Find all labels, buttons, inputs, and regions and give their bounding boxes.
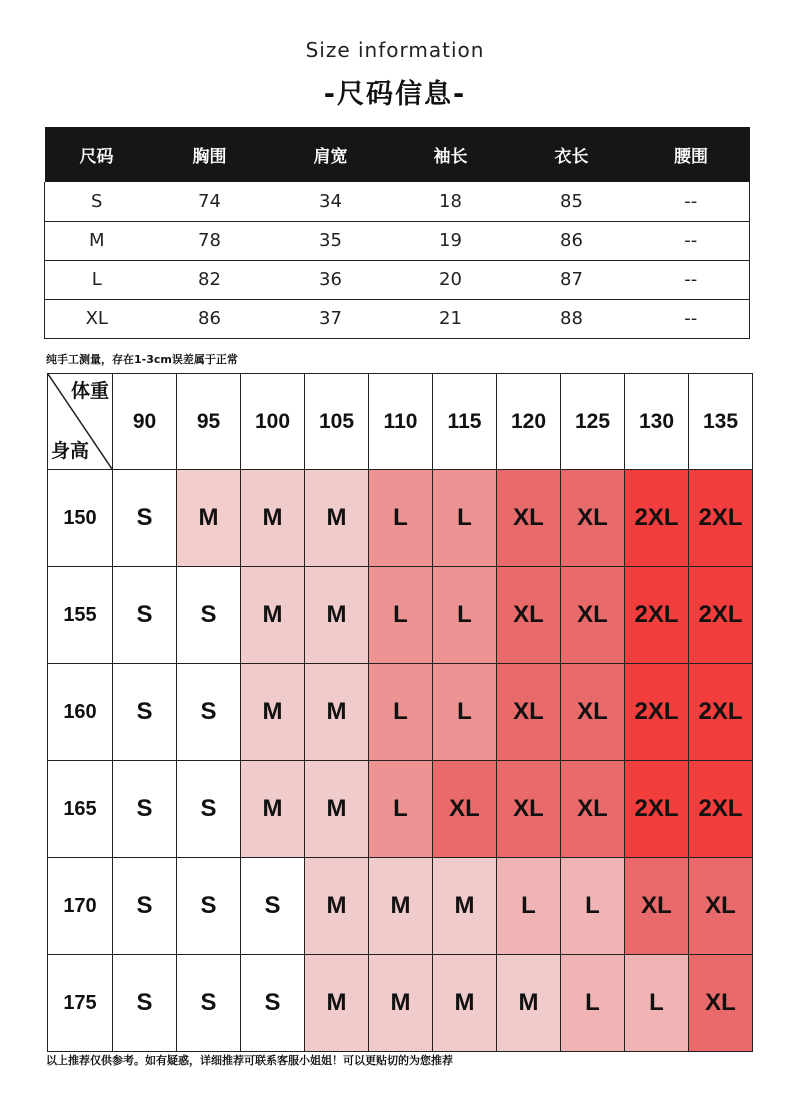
size-recommendation-cell: XL	[689, 955, 753, 1052]
size-recommendation-cell: XL	[625, 858, 689, 955]
measurement-note: 纯手工测量，存在1-3cm误差属于正常	[46, 353, 238, 366]
weight-header-cell: 95	[177, 374, 241, 470]
size-recommendation-cell: S	[113, 761, 177, 858]
grid-row	[48, 470, 753, 567]
size-recommendation-cell: XL	[561, 470, 625, 567]
size-recommendation-cell: S	[177, 955, 241, 1052]
measurement-cell: 87	[511, 260, 633, 299]
size-recommendation-cell: L	[497, 858, 561, 955]
size-recommendation-cell: M	[241, 470, 305, 567]
corner-cell	[48, 374, 113, 470]
size-recommendation-cell: L	[433, 664, 497, 761]
size-recommendation-cell: S	[241, 858, 305, 955]
size-recommendation-cell: XL	[497, 664, 561, 761]
weight-header-cell: 130	[625, 374, 689, 470]
weight-header-cell: 135	[689, 374, 753, 470]
measurement-cell: 19	[391, 221, 511, 260]
size-recommendation-cell: M	[305, 470, 369, 567]
measurement-cell: 85	[511, 182, 633, 221]
size-recommendation-cell: 2XL	[625, 664, 689, 761]
size-recommendation-cell: S	[113, 470, 177, 567]
measurement-cell: 18	[391, 182, 511, 221]
size-recommendation-cell: M	[305, 567, 369, 664]
grid-row	[48, 664, 753, 761]
size-recommendation-cell: M	[241, 761, 305, 858]
size-recommendation-cell: 2XL	[625, 567, 689, 664]
size-recommendation-cell: M	[241, 664, 305, 761]
size-recommendation-cell: L	[369, 470, 433, 567]
size-recommendation-cell: L	[369, 664, 433, 761]
header-length: 衣长	[554, 147, 589, 167]
weight-header-cell: 125	[561, 374, 625, 470]
size-recommendation-cell: M	[433, 955, 497, 1052]
size-recommendation-cell: XL	[433, 761, 497, 858]
size-recommendation-cell: 2XL	[689, 567, 753, 664]
measurement-cell: 37	[271, 299, 391, 338]
size-recommendation-cell: M	[305, 955, 369, 1052]
measurement-cell: --	[633, 299, 750, 338]
measurement-cell: 74	[149, 182, 271, 221]
table-row	[45, 260, 750, 299]
size-recommendation-cell: M	[305, 664, 369, 761]
measurement-cell: 86	[149, 299, 271, 338]
grid-row	[48, 858, 753, 955]
height-cell: 160	[48, 664, 113, 761]
size-recommendation-cell: M	[305, 858, 369, 955]
measurement-cell: 36	[271, 260, 391, 299]
measurement-cell: 34	[271, 182, 391, 221]
weight-header-cell: 100	[241, 374, 305, 470]
title-english: Size information	[305, 38, 485, 62]
size-recommendation-cell: S	[113, 664, 177, 761]
size-recommendation-cell: L	[625, 955, 689, 1052]
header-sleeve: 袖长	[433, 147, 468, 167]
weight-header-cell: 120	[497, 374, 561, 470]
size-recommendation-cell: 2XL	[689, 761, 753, 858]
height-cell: 165	[48, 761, 113, 858]
grid-row	[48, 567, 753, 664]
size-recommendation-cell: L	[369, 567, 433, 664]
size-recommendation-cell: XL	[497, 567, 561, 664]
corner-height-label: 身高	[51, 441, 90, 462]
size-recommendation-cell: M	[433, 858, 497, 955]
height-cell: 175	[48, 955, 113, 1052]
size-recommendation-cell: S	[177, 761, 241, 858]
size-recommendation-cell: S	[113, 955, 177, 1052]
measurement-header-row	[45, 127, 750, 182]
size-recommendation-cell: XL	[561, 664, 625, 761]
measurement-table	[44, 127, 749, 338]
height-cell: 170	[48, 858, 113, 955]
size-recommendation-cell: L	[561, 858, 625, 955]
size-recommendation-cell: S	[113, 858, 177, 955]
size-recommendation-cell: L	[369, 761, 433, 858]
size-recommendation-cell: S	[177, 567, 241, 664]
measurement-cell: 82	[149, 260, 271, 299]
header-size: 尺码	[79, 147, 114, 167]
weight-header-cell: 115	[433, 374, 497, 470]
measurement-cell: 88	[511, 299, 633, 338]
header-chest: 胸围	[192, 147, 227, 167]
size-recommendation-cell: L	[433, 470, 497, 567]
size-recommendation-cell: 2XL	[689, 664, 753, 761]
height-cell: 150	[48, 470, 113, 567]
size-recommendation-cell: S	[177, 858, 241, 955]
header-shoulder: 肩宽	[313, 147, 348, 167]
size-recommendation-cell: S	[177, 664, 241, 761]
size-cell: M	[45, 221, 149, 260]
measurement-cell: 78	[149, 221, 271, 260]
weight-header-row	[48, 374, 753, 470]
size-recommendation-cell: S	[241, 955, 305, 1052]
size-recommendation-cell: XL	[689, 858, 753, 955]
header-waist: 腰围	[674, 147, 708, 167]
size-recommendation-cell: XL	[497, 761, 561, 858]
table-row	[45, 182, 750, 221]
grid-row	[48, 761, 753, 858]
size-recommendation-cell: XL	[561, 761, 625, 858]
measurement-cell: --	[633, 182, 750, 221]
size-recommendation-cell: 2XL	[689, 470, 753, 567]
size-recommendation-grid	[47, 373, 753, 1052]
measurement-cell: --	[633, 221, 750, 260]
size-recommendation-cell: M	[369, 858, 433, 955]
size-recommendation-cell: M	[369, 955, 433, 1052]
size-recommendation-cell: M	[177, 470, 241, 567]
measurement-cell: 35	[271, 221, 391, 260]
size-recommendation-cell: XL	[497, 470, 561, 567]
table-row	[45, 221, 750, 260]
size-recommendation-cell: L	[561, 955, 625, 1052]
measurement-cell: 21	[391, 299, 511, 338]
measurement-cell: --	[633, 260, 750, 299]
size-cell: XL	[45, 299, 149, 338]
size-recommendation-cell: 2XL	[625, 470, 689, 567]
size-recommendation-cell: 2XL	[625, 761, 689, 858]
title-chinese: -尺码信息-	[323, 79, 467, 110]
grid-row	[48, 955, 753, 1052]
size-recommendation-cell: L	[433, 567, 497, 664]
measurement-cell: 86	[511, 221, 633, 260]
corner-weight-label: 体重	[70, 381, 109, 402]
size-recommendation-cell: S	[113, 567, 177, 664]
size-recommendation-cell: M	[305, 761, 369, 858]
size-cell: S	[45, 182, 149, 221]
measurement-cell: 20	[391, 260, 511, 299]
table-row	[45, 299, 750, 338]
size-cell: L	[45, 260, 149, 299]
size-recommendation-cell: XL	[561, 567, 625, 664]
weight-header-cell: 105	[305, 374, 369, 470]
weight-header-cell: 110	[369, 374, 433, 470]
size-recommendation-cell: M	[497, 955, 561, 1052]
weight-header-cell: 90	[113, 374, 177, 470]
size-recommendation-cell: M	[241, 567, 305, 664]
recommendation-note: 以上推荐仅供参考。如有疑惑，详细推荐可联系客服小姐姐！可以更贴切的为您推荐	[46, 1054, 453, 1067]
height-cell: 155	[48, 567, 113, 664]
